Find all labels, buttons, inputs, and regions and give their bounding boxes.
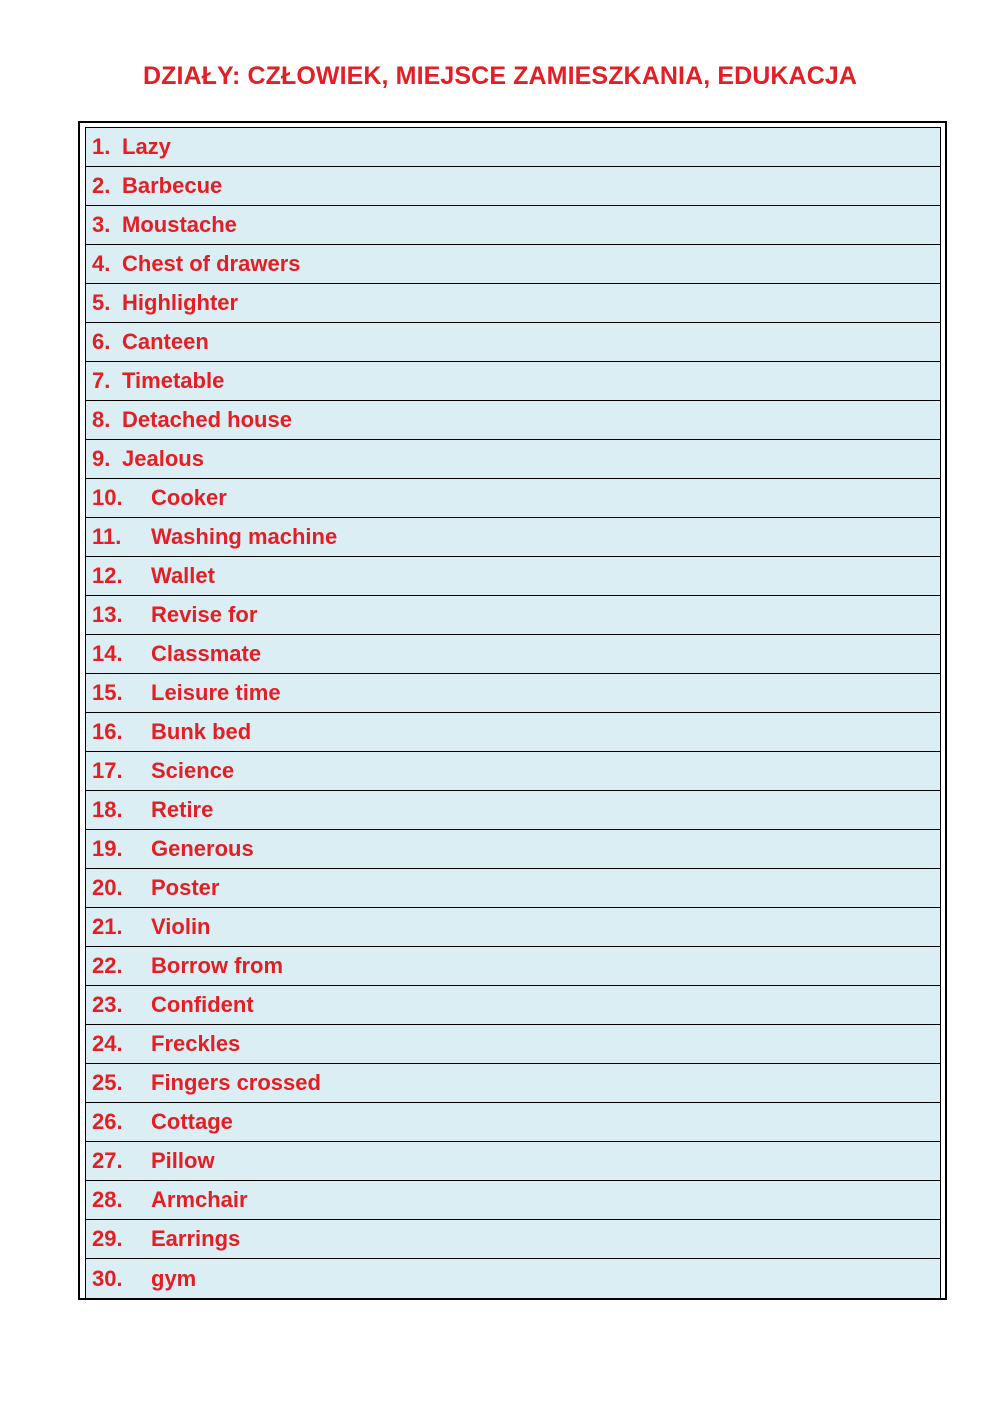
item-text: Washing machine [151,524,338,549]
item-text: Jealous [122,446,204,471]
item-text: Lazy [122,134,171,159]
list-item [86,518,940,557]
item-number: 15. [92,680,123,705]
vocabulary-table-frame [78,121,947,1300]
item-text: Classmate [151,641,262,666]
item-text: Timetable [122,368,225,393]
item-number: 20. [92,875,123,900]
item-number: 30. [92,1265,123,1291]
item-number: 27. [92,1148,123,1173]
item-text: Retire [151,797,214,822]
list-item [86,1064,940,1103]
vocabulary-list [85,127,941,1299]
item-text: Cottage [151,1109,233,1134]
item-number: 21. [92,914,123,939]
item-text: Generous [151,836,254,861]
item-text: Poster [151,875,220,900]
item-text: Moustache [122,212,237,237]
list-item [86,908,940,947]
item-number: 6. [92,329,111,354]
item-text: Chest of drawers [122,251,301,276]
item-number: 26. [92,1109,123,1134]
item-number: 3. [92,212,111,237]
item-text: Confident [151,992,254,1017]
list-item [86,1220,940,1259]
item-number: 18. [92,797,123,822]
list-item [86,947,940,986]
item-number: 13. [92,602,123,627]
item-number: 8. [92,407,111,432]
item-text: Pillow [151,1148,215,1173]
list-item [86,128,940,167]
list-item [86,1142,940,1181]
item-number: 22. [92,953,123,978]
item-number: 28. [92,1187,123,1212]
item-number: 7. [92,368,111,393]
item-number: 4. [92,251,111,276]
list-item [86,674,940,713]
list-item [86,245,940,284]
item-number: 25. [92,1070,123,1095]
item-number: 17. [92,758,123,783]
item-text: gym [151,1265,197,1291]
item-number: 10. [92,485,123,510]
item-text: Bunk bed [151,719,252,744]
list-item [86,713,940,752]
list-item [86,323,940,362]
list-item [86,635,940,674]
item-text: Science [151,758,235,783]
list-item [86,479,940,518]
item-text: Armchair [151,1187,248,1212]
item-text: Earrings [151,1226,241,1251]
item-number: 29. [92,1226,123,1251]
item-number: 2. [92,173,111,198]
item-number: 9. [92,446,111,471]
item-number: 23. [92,992,123,1017]
item-text: Canteen [122,329,209,354]
list-item [86,986,940,1025]
item-text: Wallet [151,563,215,588]
item-text: Freckles [151,1031,241,1056]
item-text: Revise for [151,602,258,627]
list-item [86,362,940,401]
list-item [86,869,940,908]
item-text: Cooker [151,485,227,510]
item-text: Leisure time [151,680,281,705]
item-number: 1. [92,134,111,159]
item-number: 14. [92,641,123,666]
item-number: 24. [92,1031,123,1056]
list-item [86,752,940,791]
list-item [86,1259,940,1298]
item-number: 12. [92,563,123,588]
list-item [86,1025,940,1064]
item-number: 19. [92,836,123,861]
item-number: 11. [92,524,122,549]
item-text: Highlighter [122,290,239,315]
list-item [86,284,940,323]
list-item [86,1181,940,1220]
list-item [86,167,940,206]
list-item [86,401,940,440]
item-text: Fingers crossed [151,1070,321,1095]
list-item [86,830,940,869]
list-item [86,596,940,635]
list-item [86,206,940,245]
item-number: 5. [92,290,111,315]
item-number: 16. [92,719,123,744]
item-text: Violin [151,914,211,939]
item-text: Detached house [122,407,292,432]
item-text: Borrow from [151,953,283,978]
list-item [86,1103,940,1142]
list-item [86,440,940,479]
list-item [86,557,940,596]
list-item [86,791,940,830]
page-title: DZIAŁY: CZŁOWIEK, MIEJSCE ZAMIESZKANIA, EDUKACJA [142,62,858,90]
item-text: Barbecue [122,173,223,198]
